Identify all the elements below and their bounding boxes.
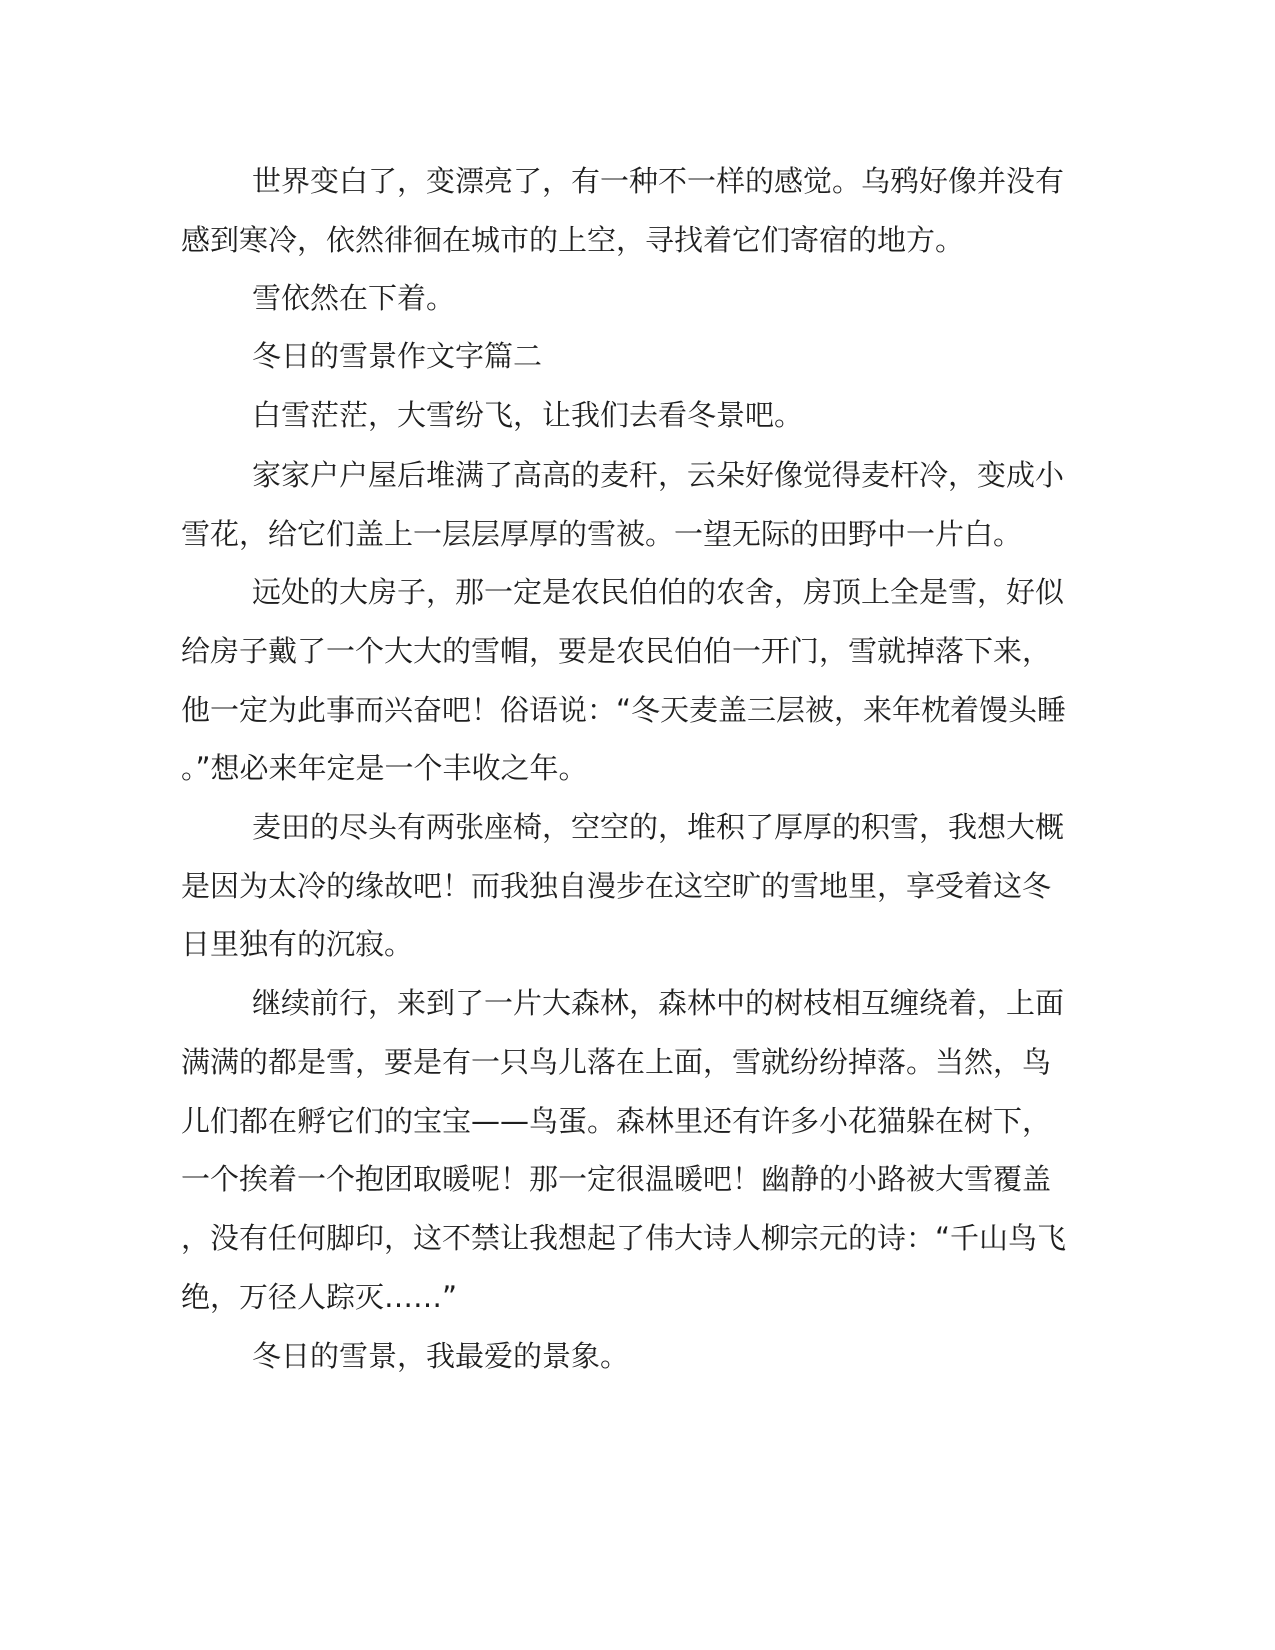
text-line: 一个挨着一个抱团取暖呢！那一定很温暖吧！幽静的小路被大雪覆盖 bbox=[181, 1162, 1052, 1196]
text-line: ，没有任何脚印，这不禁让我想起了伟大诗人柳宗元的诗：“千山鸟飞 bbox=[181, 1221, 1067, 1255]
text-line: 绝，万径人踪灭……” bbox=[181, 1280, 458, 1314]
section-heading: 冬日的雪景作文字篇二 bbox=[252, 339, 543, 373]
text-line: 儿们都在孵它们的宝宝——鸟蛋。森林里还有许多小花猫躲在树下， bbox=[181, 1104, 1052, 1138]
text-line: 家家户户屋后堆满了高高的麦秆，云朵好像觉得麦杆冷，变成小 bbox=[252, 458, 1065, 492]
text-line: 。”想必来年定是一个丰收之年。 bbox=[181, 751, 588, 785]
text-line: 白雪茫茫，大雪纷飞，让我们去看冬景吧。 bbox=[252, 398, 804, 432]
text-line: 满满的都是雪，要是有一只鸟儿落在上面，雪就纷纷掉落。当然，鸟 bbox=[181, 1045, 1052, 1079]
text-line: 冬日的雪景，我最爱的景象。 bbox=[252, 1339, 630, 1373]
text-line: 继续前行，来到了一片大森林，森林中的树枝相互缠绕着，上面 bbox=[252, 986, 1065, 1020]
text-line: 给房子戴了一个大大的雪帽，要是农民伯伯一开门，雪就掉落下来， bbox=[181, 634, 1052, 668]
text-line: 远处的大房子，那一定是农民伯伯的农舍，房顶上全是雪，好似 bbox=[252, 575, 1065, 609]
text-line: 雪依然在下着。 bbox=[252, 281, 456, 315]
text-line: 他一定为此事而兴奋吧！俗语说：“冬天麦盖三层被，来年枕着馒头睡 bbox=[181, 693, 1067, 727]
text-line: 雪花，给它们盖上一层层厚厚的雪被。一望无际的田野中一片白。 bbox=[181, 517, 1023, 551]
text-line: 日里独有的沉寂。 bbox=[181, 927, 414, 961]
text-line: 麦田的尽头有两张座椅，空空的，堆积了厚厚的积雪，我想大概 bbox=[252, 810, 1065, 844]
text-line: 世界变白了，变漂亮了，有一种不一样的感觉。乌鸦好像并没有 bbox=[252, 164, 1065, 198]
text-line: 感到寒冷，依然徘徊在城市的上空，寻找着它们寄宿的地方。 bbox=[181, 223, 965, 257]
text-line: 是因为太冷的缘故吧！而我独自漫步在这空旷的雪地里，享受着这冬 bbox=[181, 869, 1052, 903]
